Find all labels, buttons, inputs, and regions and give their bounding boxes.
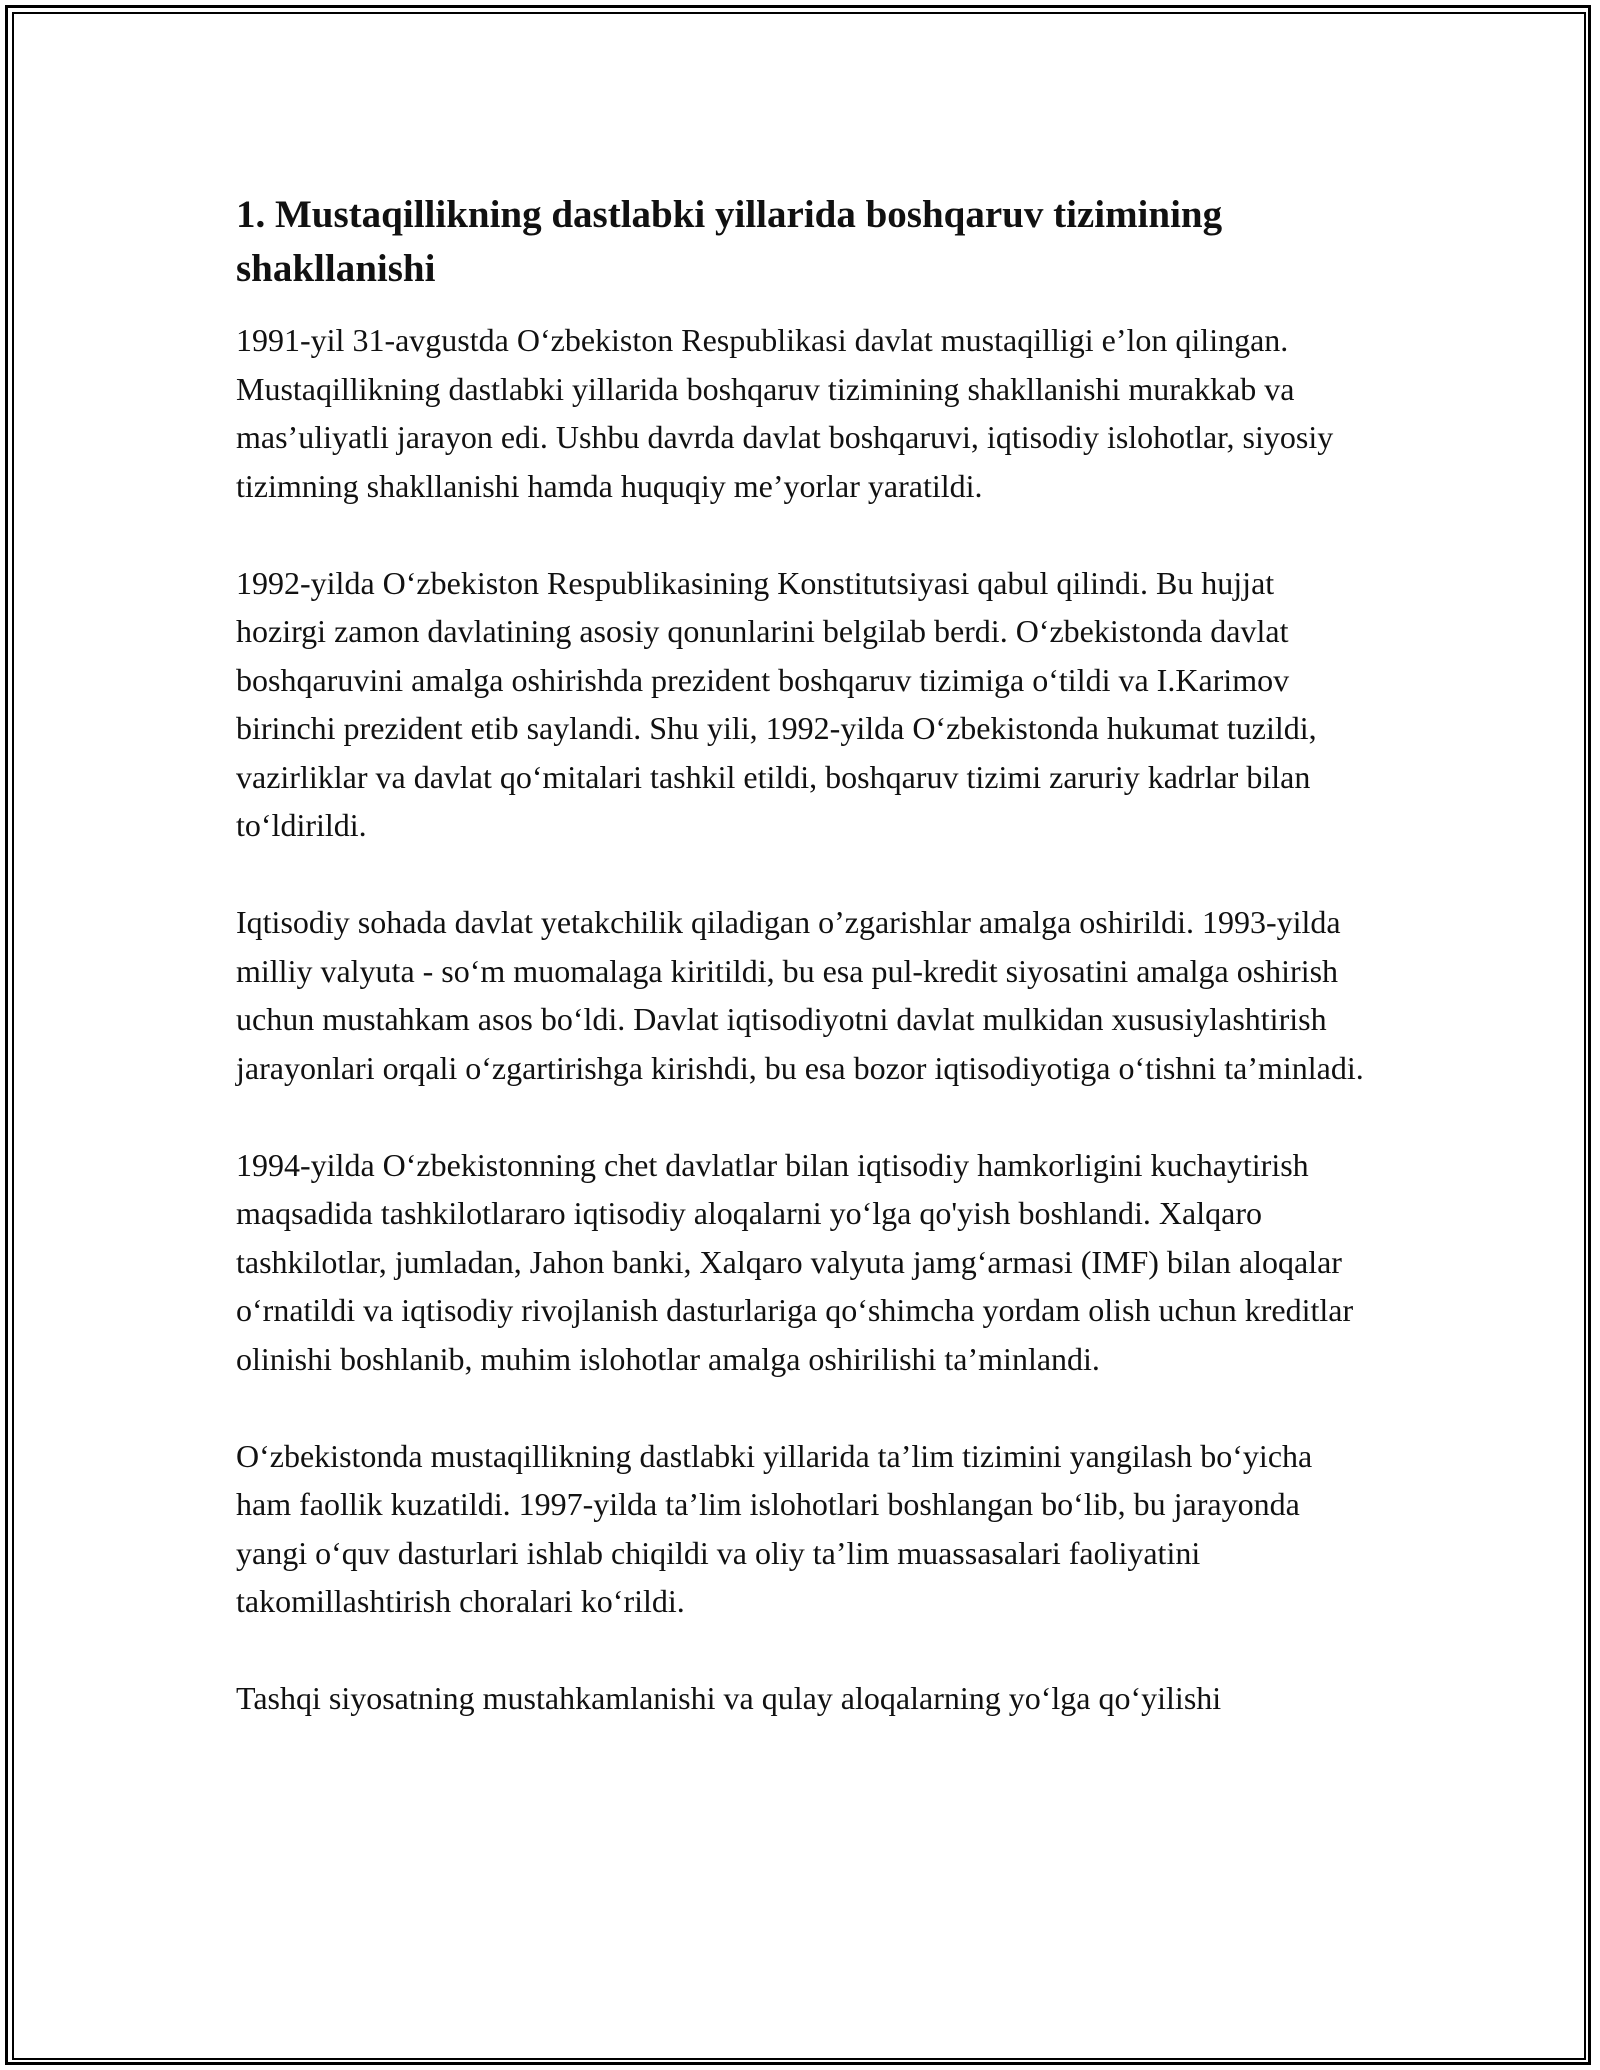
paragraph-constitution: 1992-yilda O‘zbekiston Respublikasining Konstitutsiyasi qabul qilindi. Bu hujjat hozirgi zamon davlatining asosiy qonunlarini belgilab berdi. O‘zbekistonda davlat boshqaruvini amalga oshirishda prezident boshqaruv tizimiga o‘tildi va I.Karimov birinchi prezident etib saylandi. Shu yili, 1992-yilda O‘zbekistonda hukumat tuzildi, vazirliklar va davlat qo‘mitalari tashkil etildi, boshqaruv tizimi zaruriy kadrlar bilan to‘ldirildi. — [236, 564, 1317, 843]
paragraph-education: O‘zbekistonda mustaqillikning dastlabki yillarida ta’lim tizimini yangilash bo‘yicha ham faollik kuzatildi. 1997-yilda ta’lim islohotlari boshlangan bo‘lib, bu jarayonda yangi o‘quv dasturlari ishlab chiqildi va oliy ta’lim muassasalari faoliyatini takomillashtirish choralari ko‘rildi. — [236, 1437, 1313, 1619]
paragraph-independence: 1991-yil 31-avgustda O‘zbekiston Respublikasi davlat mustaqilligi e’lon qilingan. Mustaqillikning dastlabki yillarida boshqaruv tizimining shakllanishi murakkab va mas’uliyatli jarayon edi. Ushbu davrda davlat boshqaruvi, iqtisodiy islohotlar, siyosiy tizimning shakllanishi hamda huquqiy me’yorlar yaratildi. — [236, 322, 1334, 504]
paragraph-foreign-policy: Tashqi siyosatning mustahkamlanishi va qulay aloqalarning yo‘lga qo‘yilishi — [236, 1680, 1222, 1716]
paragraph-economy: Iqtisodiy sohada davlat yetakchilik qiladigan o’zgarishlar amalga oshirildi. 1993-yilda milliy valyuta - so‘m muomalaga kiritildi, bu esa pul-kredit siyosatini amalga oshirish uchun mustahkam asos bo‘ldi. Davlat iqtisodiyotni davlat mulkidan xususiylashtirish jarayonlari orqali o‘zgartirishga kirishdi, bu esa bozor iqtisodiyotiga o‘tishni ta’minladi. — [236, 904, 1364, 1086]
document-body — [236, 180, 1366, 1723]
paragraph-international-cooperation: 1994-yilda O‘zbekistonning chet davlatlar bilan iqtisodiy hamkorligini kuchaytirish maqsadida tashkilotlararo iqtisodiy aloqalarni yo‘lga qo'yish boshlandi. Xalqaro tashkilotlar, jumladan, Jahon banki, Xalqaro valyuta jamg‘armasi (IMF) bilan aloqalar o‘rnatildi va iqtisodiy rivojlanish dasturlariga qo‘shimcha yordam olish uchun kreditlar olinishi boshlanib, muhim islohotlar amalga oshirilishi ta’minlandi. — [236, 1146, 1354, 1377]
section-heading: 1. Mustaqillikning dastlabki yillarida boshqaruv tizimining shakllanishi — [236, 193, 1223, 290]
